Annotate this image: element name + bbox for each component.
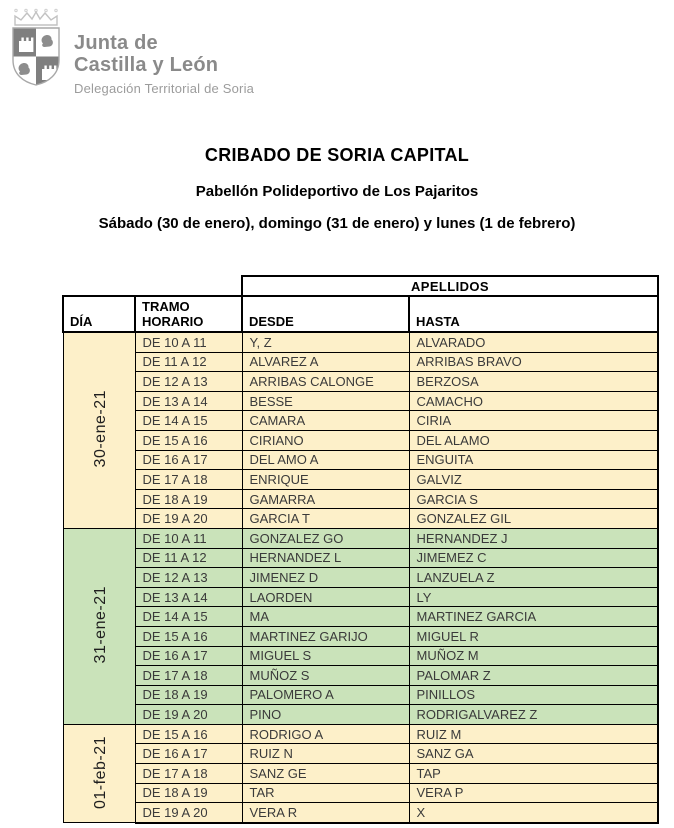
table-row — [63, 391, 658, 411]
hasta-cell: MARTINEZ GARCIA — [409, 607, 658, 627]
tramo-cell: DE 18 A 19 — [135, 685, 242, 705]
dates-line: Sábado (30 de enero), domingo (31 de enero) y lunes (1 de febrero) — [98, 215, 576, 232]
day-label: 30-ene-21 — [91, 390, 109, 468]
coat-of-arms-icon — [8, 8, 64, 92]
table-row — [63, 646, 658, 666]
table-row — [63, 587, 658, 607]
table-row — [63, 372, 658, 392]
desde-cell: Y, Z — [242, 332, 409, 352]
hasta-cell: BERZOSA — [409, 372, 658, 392]
hasta-cell: ARRIBAS BRAVO — [409, 352, 658, 372]
table-row — [63, 764, 658, 784]
table-row — [63, 803, 658, 823]
day-label-cell — [63, 528, 135, 724]
desde-cell: PINO — [242, 705, 409, 725]
desde-cell: GAMARRA — [242, 489, 409, 509]
desde-cell: ALVAREZ A — [242, 352, 409, 372]
desde-cell: TAR — [242, 783, 409, 803]
tramo-cell: DE 10 A 11 — [135, 332, 242, 352]
hasta-cell: VERA P — [409, 783, 658, 803]
day-label: 31-ene-21 — [91, 586, 109, 664]
desde-cell: DEL AMO A — [242, 450, 409, 470]
desde-cell: BESSE — [242, 391, 409, 411]
hasta-cell: X — [409, 803, 658, 823]
day-label-cell — [63, 724, 135, 822]
table-row — [63, 430, 658, 450]
day-label-cell — [63, 332, 135, 528]
table-row — [63, 705, 658, 725]
logo-text — [74, 32, 254, 96]
table-row — [63, 724, 658, 744]
hasta-cell: JIMEMEZ C — [409, 548, 658, 568]
col-header-hasta: HASTA — [409, 296, 658, 332]
desde-cell: HERNANDEZ L — [242, 548, 409, 568]
tramo-cell: DE 12 A 13 — [135, 568, 242, 588]
tramo-cell: DE 17 A 18 — [135, 470, 242, 490]
hasta-cell: MIGUEL R — [409, 626, 658, 646]
desde-cell: GONZALEZ GO — [242, 528, 409, 548]
hasta-cell: GONZALEZ GIL — [409, 509, 658, 529]
column-header-row — [63, 296, 658, 332]
tramo-cell: DE 15 A 16 — [135, 430, 242, 450]
table-row — [63, 626, 658, 646]
desde-cell: ARRIBAS CALONGE — [242, 372, 409, 392]
hasta-cell: LY — [409, 587, 658, 607]
desde-cell: RODRIGO A — [242, 724, 409, 744]
hasta-cell: ALVARADO — [409, 332, 658, 352]
desde-cell: MA — [242, 607, 409, 627]
desde-cell: RUIZ N — [242, 744, 409, 764]
col-header-desde: DESDE — [242, 296, 409, 332]
table-row — [63, 548, 658, 568]
desde-cell: ENRIQUE — [242, 470, 409, 490]
tramo-cell: DE 11 A 12 — [135, 352, 242, 372]
logo-department: Delegación Territorial de Soria — [74, 81, 255, 96]
tramo-cell: DE 10 A 11 — [135, 528, 242, 548]
hasta-cell: TAP — [409, 764, 658, 784]
shield-icon — [13, 28, 59, 86]
tramo-cell: DE 14 A 15 — [135, 411, 242, 431]
table-row — [63, 744, 658, 764]
crown-icon — [15, 12, 57, 25]
desde-cell: MIGUEL S — [242, 646, 409, 666]
table-row — [63, 685, 658, 705]
desde-cell: VERA R — [242, 803, 409, 823]
table-row — [63, 332, 658, 352]
junta-castilla-leon-logo — [8, 8, 254, 96]
tramo-cell: DE 17 A 18 — [135, 764, 242, 784]
desde-cell: JIMENEZ D — [242, 568, 409, 588]
desde-cell: GARCIA T — [242, 509, 409, 529]
hasta-cell: PALOMAR Z — [409, 666, 658, 686]
table-row — [63, 528, 658, 548]
apellidos-header-row — [63, 276, 658, 296]
page-subtitle: Pabellón Polideportivo de Los Pajaritos — [195, 183, 479, 200]
tramo-cell: DE 13 A 14 — [135, 587, 242, 607]
col-header-tramo: TRAMO HORARIO — [135, 296, 242, 332]
hasta-cell: GARCIA S — [409, 489, 658, 509]
desde-cell: CAMARA — [242, 411, 409, 431]
schedule-table — [62, 275, 659, 824]
tramo-cell: DE 15 A 16 — [135, 626, 242, 646]
table-row — [63, 509, 658, 529]
hasta-cell: CAMACHO — [409, 391, 658, 411]
tramo-cell: DE 19 A 20 — [135, 803, 242, 823]
desde-cell: CIRIANO — [242, 430, 409, 450]
tramo-cell: DE 11 A 12 — [135, 548, 242, 568]
day-label: 01-feb-21 — [91, 735, 109, 809]
table-row — [63, 450, 658, 470]
tramo-cell: DE 18 A 19 — [135, 489, 242, 509]
tramo-cell: DE 17 A 18 — [135, 666, 242, 686]
table-row — [63, 470, 658, 490]
desde-cell: MARTINEZ GARIJO — [242, 626, 409, 646]
tramo-cell: DE 12 A 13 — [135, 372, 242, 392]
tramo-cell: DE 16 A 17 — [135, 646, 242, 666]
hasta-cell: GALVIZ — [409, 470, 658, 490]
logo-org-line1: Junta de — [74, 32, 158, 54]
desde-cell: LAORDEN — [242, 587, 409, 607]
tramo-cell: DE 16 A 17 — [135, 450, 242, 470]
table-row — [63, 411, 658, 431]
hasta-cell: SANZ GA — [409, 744, 658, 764]
tramo-cell: DE 19 A 20 — [135, 509, 242, 529]
table-row — [63, 568, 658, 588]
hasta-cell: PINILLOS — [409, 685, 658, 705]
hasta-cell: DEL ALAMO — [409, 430, 658, 450]
logo-org-line2: Castilla y León — [74, 54, 219, 76]
header-spacer — [63, 276, 242, 296]
hasta-cell: ENGUITA — [409, 450, 658, 470]
table-row — [63, 607, 658, 627]
table-row — [63, 666, 658, 686]
desde-cell: PALOMERO A — [242, 685, 409, 705]
tramo-cell: DE 13 A 14 — [135, 391, 242, 411]
desde-cell: SANZ GE — [242, 764, 409, 784]
page-title: CRIBADO DE SORIA CAPITAL — [204, 145, 470, 165]
hasta-cell: MUÑOZ M — [409, 646, 658, 666]
table-row — [63, 489, 658, 509]
hasta-cell: RODRIGALVAREZ Z — [409, 705, 658, 725]
table-row — [63, 352, 658, 372]
tramo-cell: DE 14 A 15 — [135, 607, 242, 627]
col-header-dia: DÍA — [63, 296, 135, 332]
tramo-cell: DE 19 A 20 — [135, 705, 242, 725]
hasta-cell: LANZUELA Z — [409, 568, 658, 588]
tramo-cell: DE 16 A 17 — [135, 744, 242, 764]
apellidos-header: APELLIDOS — [242, 276, 658, 296]
hasta-cell: RUIZ M — [409, 724, 658, 744]
hasta-cell: HERNANDEZ J — [409, 528, 658, 548]
hasta-cell: CIRIA — [409, 411, 658, 431]
desde-cell: MUÑOZ S — [242, 666, 409, 686]
table-row — [63, 783, 658, 803]
tramo-cell: DE 15 A 16 — [135, 724, 242, 744]
tramo-cell: DE 18 A 19 — [135, 783, 242, 803]
